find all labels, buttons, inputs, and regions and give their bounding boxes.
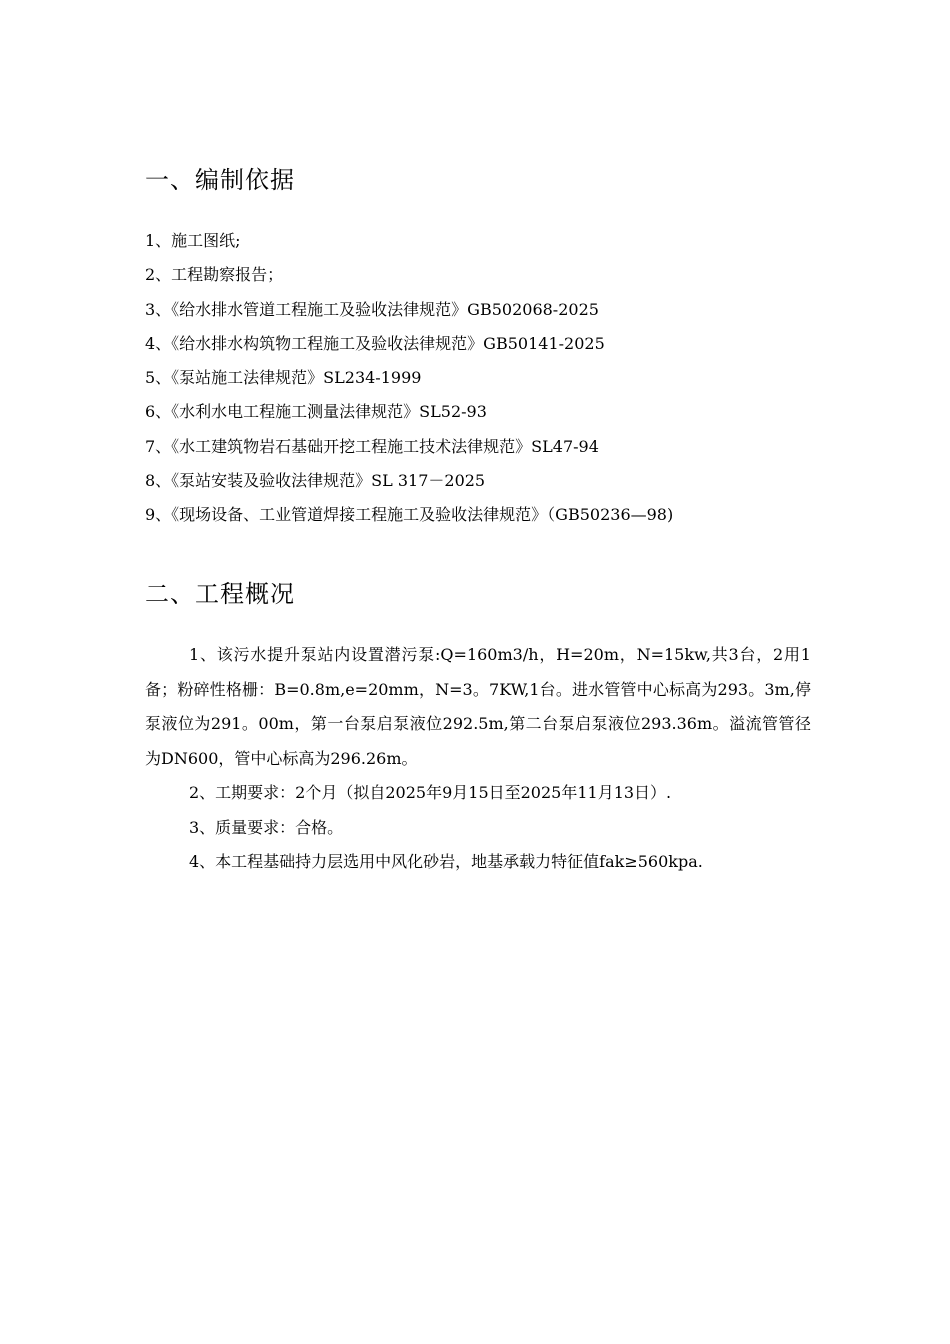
overview-paragraph: 3、质量要求：合格。 (189, 817, 344, 837)
overview-paragraph: 4、本工程基础持力层选用中风化砂岩，地基承载力特征值fak≥560kpa. (189, 852, 703, 871)
section-title-basis: 一、编制依据 (145, 166, 295, 194)
section-title-overview: 二、工程概况 (145, 580, 295, 608)
reference-item: 4、《给水排水构筑物工程施工及验收法律规范》GB50141-2025 (145, 333, 605, 353)
reference-item: 2、工程勘察报告； (145, 265, 284, 285)
overview-paragraph: 1、该污水提升泵站内设置潜污泵:Q=160m3/h，H=20m，N=15kw,共3台，2用1备；粉碎性格栅：B=0.8m,e=20mm，N=3。7KW,1台。进水管管中心标高为293。3m,停泵液位为291。00m，第一台泵启泵液位292.5m,第二台泵启泵液位293.36m。溢流管管径为DN600，管中心标高为296.26m。 (145, 645, 811, 768)
reference-item: 8、《泵站安装及验收法律规范》SL 317－2025 (145, 471, 486, 491)
reference-item: 6、《水利水电工程施工测量法律规范》SL52-93 (145, 402, 487, 422)
reference-item: 3、《给水排水管道工程施工及验收法律规范》GB502068-2025 (145, 299, 599, 319)
reference-list (145, 228, 845, 537)
overview-paragraph: 2、工期要求：2个月（拟自2025年9月15日至2025年11月13日）. (189, 783, 672, 802)
reference-item: 1、施工图纸; (145, 231, 241, 250)
reference-item: 5、《泵站施工法律规范》SL234-1999 (145, 368, 422, 388)
reference-item: 7、《水工建筑物岩石基础开挖工程施工技术法律规范》SL47-94 (145, 436, 599, 456)
overview-body (145, 638, 811, 880)
reference-item: 9、《现场设备、工业管道焊接工程施工及验收法律规范》（GB50236—98) (145, 505, 674, 525)
